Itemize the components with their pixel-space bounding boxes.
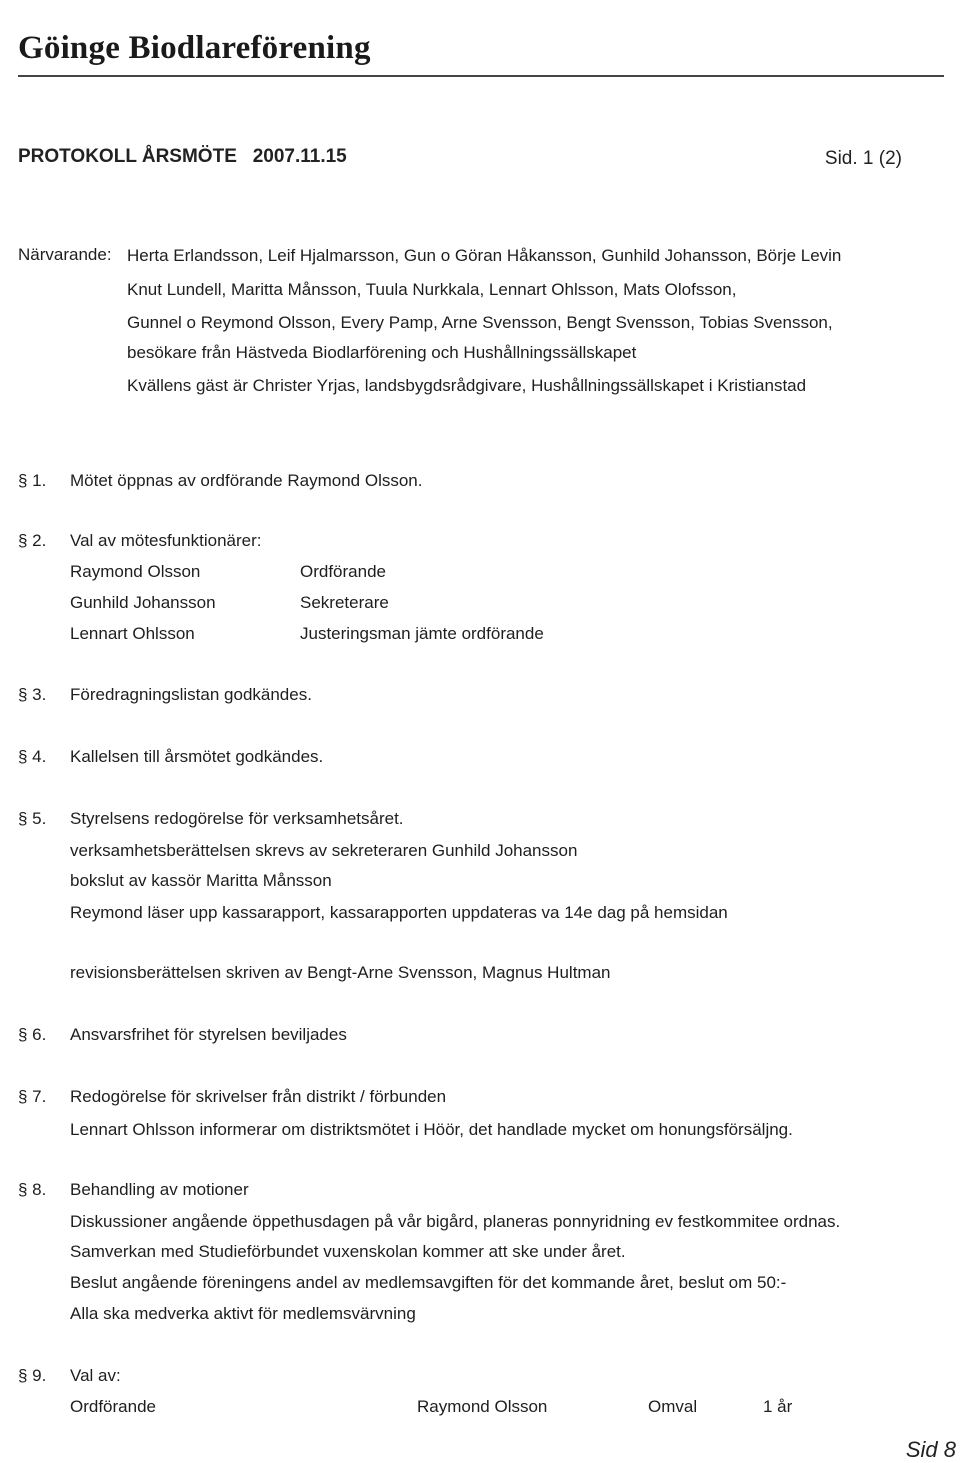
organization-name: Göinge Biodlareförening (18, 30, 371, 66)
attendance-line: Gunnel o Reymond Olsson, Every Pamp, Arne Svensson, Bengt Svensson, Tobias Svensson, (127, 313, 833, 332)
section-text: Ansvarsfrihet för styrelsen beviljades (70, 1025, 347, 1044)
section-text: Kallelsen till årsmötet godkändes. (70, 747, 324, 766)
role-title: Justeringsman jämte ordförande (300, 624, 544, 643)
section-text: bokslut av kassör Maritta Månsson (70, 871, 332, 890)
election-role: Ordförande (70, 1397, 156, 1416)
section-number: § 6. (18, 1025, 47, 1044)
section-text: Redogörelse för skrivelser från distrikt / förbunden (70, 1087, 447, 1106)
protocol-title: PROTOKOLL ÅRSMÖTE 2007.11.15 (18, 146, 347, 167)
footer-page-label: Sid 8 (905, 1437, 956, 1462)
role-title: Ordförande (300, 562, 386, 581)
section-text: Mötet öppnas av ordförande Raymond Olsson. (70, 471, 423, 490)
election-type: Omval (648, 1397, 698, 1416)
attendance-line: Herta Erlandsson, Leif Hjalmarsson, Gun o Göran Håkansson, Gunhild Johansson, Börje Levin (127, 246, 842, 265)
role-title: Sekreterare (300, 593, 389, 612)
section-text: Val av mötesfunktionärer: (70, 531, 262, 550)
section-text: Behandling av motioner (70, 1180, 249, 1199)
attendance-label: Närvarande: (18, 245, 112, 264)
role-name: Gunhild Johansson (70, 593, 216, 612)
role-name: Raymond Olsson (70, 562, 201, 581)
section-text: verksamhetsberättelsen skrevs av sekreteraren Gunhild Johansson (70, 841, 578, 860)
header-rule (18, 75, 944, 77)
section-text: Föredragningslistan godkändes. (70, 685, 312, 704)
election-name: Raymond Olsson (417, 1397, 548, 1416)
section-text: Beslut angående föreningens andel av medlemsavgiften för det kommande året, beslut om 50:- (70, 1273, 787, 1292)
section-text: Styrelsens redogörelse för verksamhetsåret. (70, 809, 404, 828)
section-number: § 7. (18, 1087, 47, 1106)
section-number: § 1. (18, 471, 47, 490)
section-number: § 3. (18, 685, 47, 704)
attendance-line: besökare från Hästveda Biodlarförening och Hushållningssällskapet (127, 343, 637, 362)
section-number: § 4. (18, 747, 47, 766)
section-number: § 8. (18, 1180, 47, 1199)
section-number: § 2. (18, 531, 47, 550)
section-text: Reymond läser upp kassarapport, kassarapporten uppdateras va 14e dag på hemsidan (70, 903, 728, 922)
section-text: revisionsberättelsen skriven av Bengt-Arne Svensson, Magnus Hultman (70, 963, 611, 982)
section-text: Alla ska medverka aktivt för medlemsvärvning (70, 1304, 416, 1323)
section-number: § 5. (18, 809, 47, 828)
section-text: Lennart Ohlsson informerar om distriktsmötet i Höör, det handlade mycket om honungsförsäljng. (70, 1120, 793, 1139)
section-text: Samverkan med Studieförbundet vuxenskolan kommer att ske under året. (70, 1242, 626, 1261)
attendance-line: Kvällens gäst är Christer Yrjas, landsbygdsrådgivare, Hushållningssällskapet i Kristianstad (127, 376, 807, 395)
page-number: Sid. 1 (2) (824, 148, 902, 169)
role-name: Lennart Ohlsson (70, 624, 195, 643)
section-text: Diskussioner angående öppethusdagen på vår bigård, planeras ponnyridning ev festkommitee ordnas. (70, 1212, 841, 1231)
attendance-line: Knut Lundell, Maritta Månsson, Tuula Nurkkala, Lennart Ohlsson, Mats Olofsson, (127, 280, 737, 299)
election-term: 1 år (763, 1397, 793, 1416)
section-number: § 9. (18, 1366, 47, 1385)
section-text: Val av: (70, 1366, 121, 1385)
